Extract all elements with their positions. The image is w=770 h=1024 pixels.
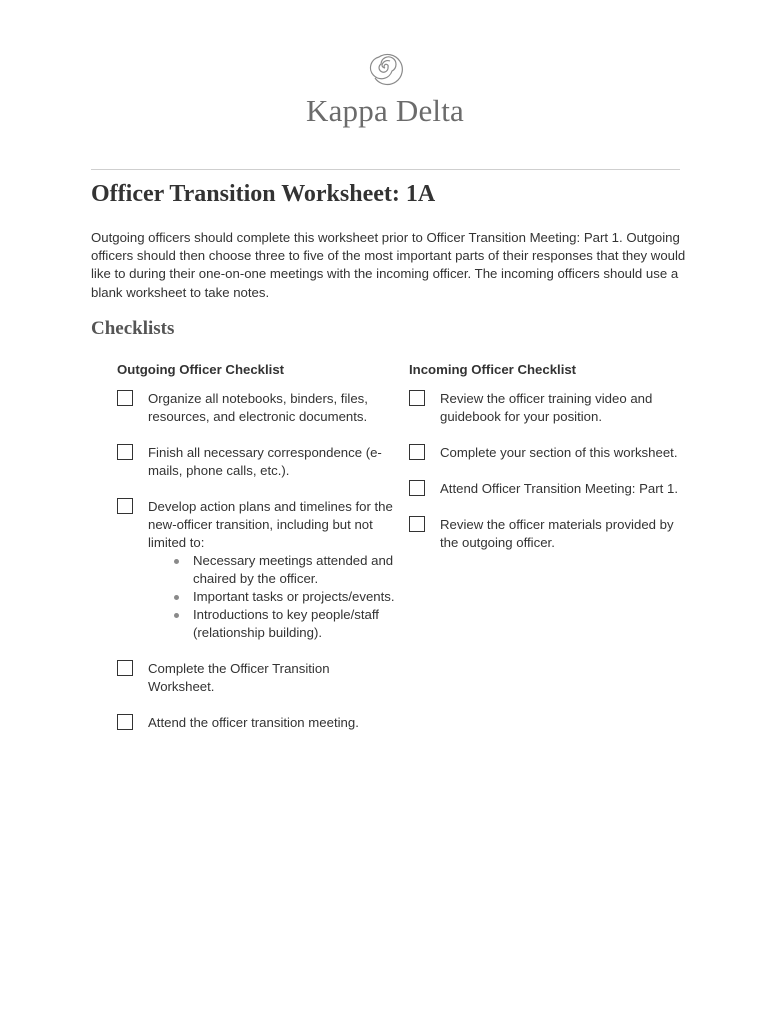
checklist-item <box>409 516 689 552</box>
page-title: Officer Transition Worksheet: 1A <box>91 181 436 207</box>
checklist-item <box>409 444 689 462</box>
section-title: Checklists <box>91 318 175 339</box>
checklist-item-label: Complete your section of this worksheet. <box>440 445 678 460</box>
checklist-item <box>409 480 689 498</box>
brand-name: Kappa Delta <box>306 93 464 128</box>
checkbox[interactable] <box>117 390 133 406</box>
checkbox[interactable] <box>117 714 133 730</box>
checklist-item-label: Attend the officer transition meeting. <box>148 715 359 730</box>
checklist-item-label: Attend Officer Transition Meeting: Part 1. <box>440 481 678 496</box>
checkbox[interactable] <box>117 498 133 514</box>
checkbox[interactable] <box>409 480 425 496</box>
sub-list-item: Important tasks or projects/events. <box>193 588 397 606</box>
checklist-item-label: Organize all notebooks, binders, files, resources, and electronic documents. <box>148 391 368 424</box>
brand-logo <box>0 44 770 128</box>
checklist-item-label: Complete the Officer Transition Worksheet. <box>148 661 330 694</box>
checkbox[interactable] <box>409 516 425 532</box>
sub-list <box>148 552 397 642</box>
checkbox[interactable] <box>117 444 133 460</box>
checklist-item-label: Review the officer materials provided by the outgoing officer. <box>440 517 674 550</box>
checklist-item-label: Review the officer training video and guidebook for your position. <box>440 391 653 424</box>
intro-paragraph: Outgoing officers should complete this worksheet prior to Officer Transition Meeting: Part 1. Outgoing officers should then choose three to five of the most important parts of their responses that they would like to during their one-on-one meetings with the incoming officer. The incoming officers should use a blank worksheet to take notes. <box>91 230 686 300</box>
incoming-checklist <box>409 360 689 570</box>
checkbox[interactable] <box>117 660 133 676</box>
checkbox[interactable] <box>409 444 425 460</box>
sub-list-item: Introductions to key people/staff (relationship building). <box>193 606 397 642</box>
incoming-checklist-heading: Incoming Officer Checklist <box>409 362 577 377</box>
checklist-item-label: Develop action plans and timelines for the new-officer transition, including but not limited to: <box>148 499 393 550</box>
checklist-item <box>117 444 397 480</box>
sub-list-item: Necessary meetings attended and chaired by the officer. <box>193 552 397 588</box>
spiral-shell-icon <box>362 44 408 90</box>
checklist-item <box>117 660 397 696</box>
checklist-item <box>117 714 397 732</box>
checklist-item <box>117 390 397 426</box>
checklist-item-label: Finish all necessary correspondence (e-mails, phone calls, etc.). <box>148 445 382 478</box>
outgoing-checklist <box>117 360 397 750</box>
outgoing-checklist-heading: Outgoing Officer Checklist <box>117 362 285 377</box>
header-divider <box>91 169 680 170</box>
checklist-item <box>409 390 689 426</box>
checklist-item <box>117 498 397 642</box>
checkbox[interactable] <box>409 390 425 406</box>
